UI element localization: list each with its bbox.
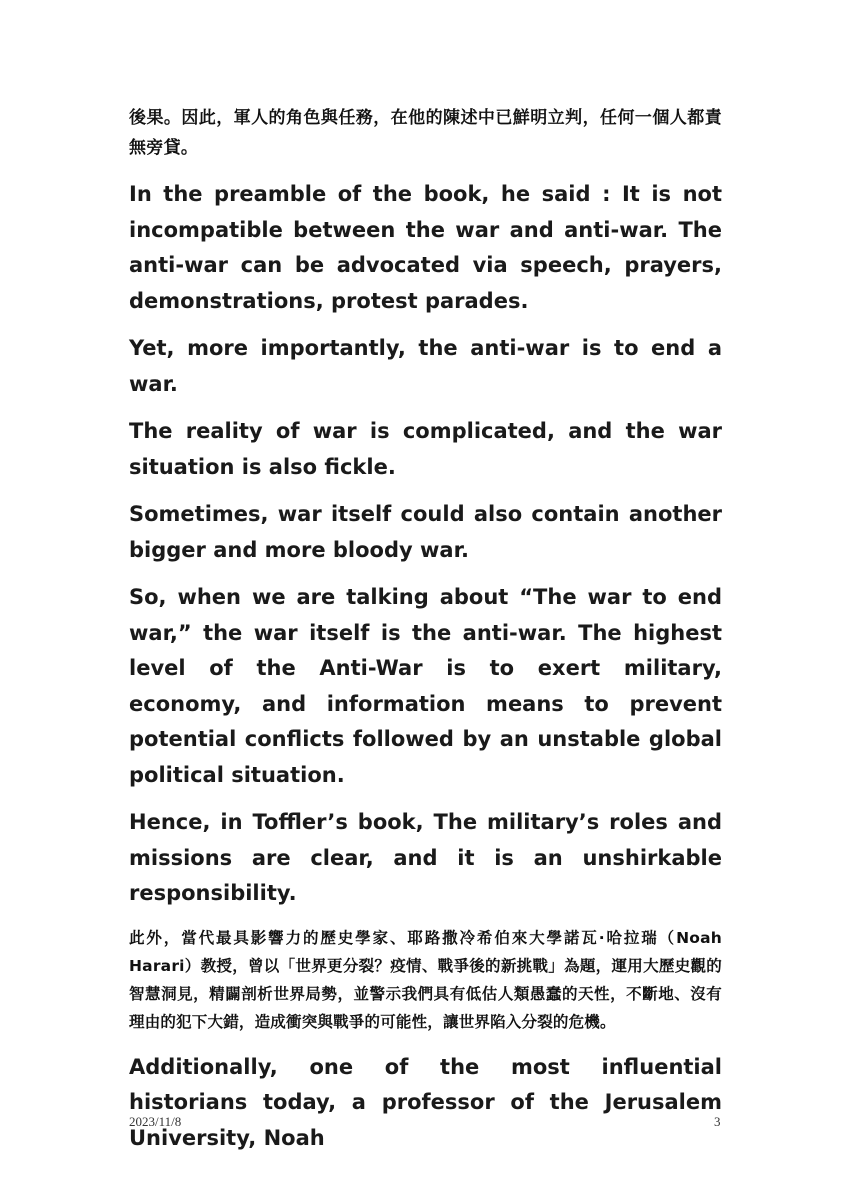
page-body <box>129 103 722 1156</box>
page-number: 3 <box>714 1114 721 1129</box>
paragraph-sometimes: Sometimes, war itself could also contain another bigger and more bloody war. <box>129 502 722 562</box>
footer-date: 2023/11/8 <box>129 1114 182 1129</box>
paragraph-additionally: Additionally, one of the most influential historians today, a professor of the Jerusalem University, Noah <box>129 1054 722 1150</box>
paragraph-end-war: Yet, more importantly, the anti-war is to end a war. <box>129 336 722 396</box>
paragraph-preamble: In the preamble of the book, he said : It is not incompatible between the war and anti-war. The anti-war can be advocated via speech, prayers, demonstrations, protest parades. <box>129 182 722 313</box>
paragraph-war-to-end-war: So, when we are talking about “The war to end war,” the war itself is the anti-war. The highest level of the Anti-War is to exert military, economy, and information means to prevent potential conflicts followed by an unstable global political situation. <box>129 585 722 787</box>
paragraph-toffler: Hence, in Toffler’s book, The military’s roles and missions are clear, and it is an unshirkable responsibility. <box>129 810 722 905</box>
paragraph-reality: The reality of war is complicated, and the war situation is also fickle. <box>129 419 722 479</box>
paragraph-zh-harari: 此外，當代最具影響力的歷史學家、耶路撒冷希伯來大學諾瓦·哈拉瑞（Noah Harari）教授，曾以「世界更分裂？疫情、戰爭後的新挑戰」為題，運用大歷史觀的智慧洞見，精闢剖析世界局勢，並警示我們具有低估人類愚蠢的天性，不斷地、沒有理由的犯下大錯，造成衝突與戰爭的可能性，讓世界陷入分裂的危機。 <box>129 928 722 1031</box>
paragraph-zh-continuation: 後果。因此，軍人的角色與任務，在他的陳述中已鮮明立判，任何一個人都責無旁貸。 <box>129 108 722 158</box>
